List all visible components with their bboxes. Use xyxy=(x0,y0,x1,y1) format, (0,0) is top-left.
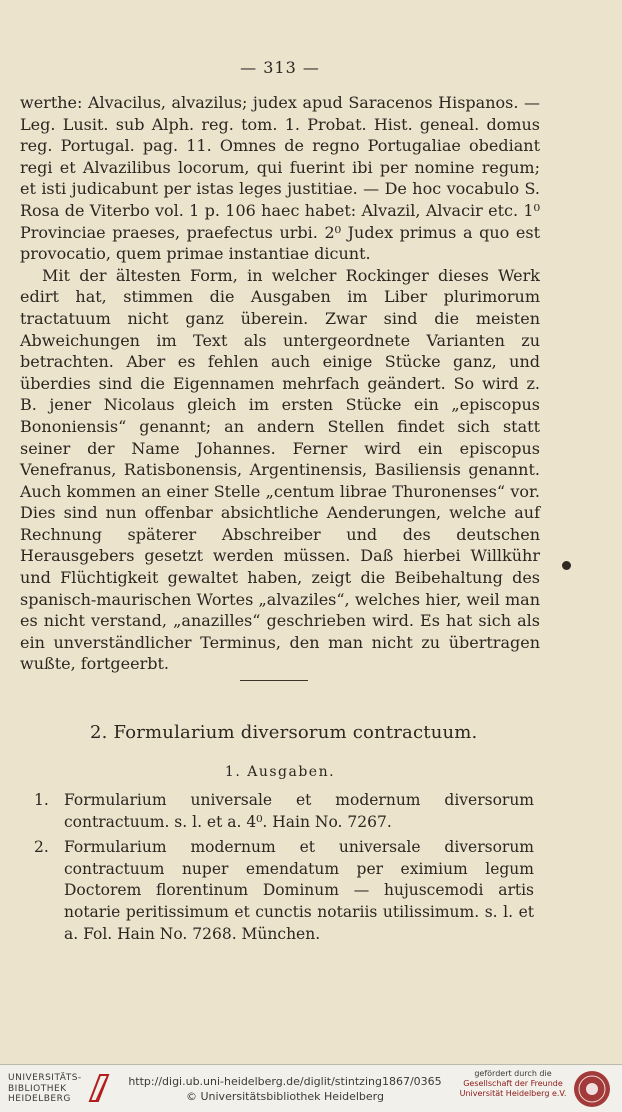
entry-number: 1. xyxy=(34,791,49,809)
university-seal-icon xyxy=(572,1069,612,1109)
section-divider xyxy=(240,680,308,681)
section-title: 2. Formularium diversorum contractuum. xyxy=(90,722,478,743)
body-text xyxy=(20,92,540,675)
bibliography-entries xyxy=(34,790,534,949)
paragraph-main: Mit der ältesten Form, in welcher Rockinger dieses Werk edirt hat, stimmen die Ausgaben im Liber plurimorum tractatuum nicht ganz überein. Zwar sind die meisten Abweichungen im Text als untergeordnete Varianten zu betrachten. Aber es fehlen auch einige Stücke ganz, und überdies sind die Eigennamen mehrfach geändert. So wird z. B. jener Nicolaus gleich im ersten Stücke ein „episcopus Bononiensis“ genannt; an andern Stellen findet sich statt seiner der Name Johannes. Ferner wird ein episcopus Venefranus, Ratisbonensis, Argentinensis, Basiliensis genannt. Auch kommen an einer Stelle „centum librae Thuronenses“ vor. Dies sind nun offenbar absichtliche Aenderungen, welche auf Rechnung späterer Abschreiber und des deutschen Herausgebers gesetzt werden müssen. Daß hierbei Willkühr und Flüchtigkeit gewaltet haben, zeigt die Beibehaltung des spanisch-maurischen Wortes „alvaziles“, welches hier, weil man es nicht verstand, „anazilles“ geschrieben wird. Es hat sich als ein unverständlicher Terminus, den man nicht zu übertragen wußte, fortgeerbt. xyxy=(20,265,540,674)
page-number: — 313 — xyxy=(240,58,320,77)
subsection-title: 1. Ausgaben. xyxy=(224,764,336,780)
permalink-url[interactable]: http://digi.ub.uni-heidelberg.de/diglit/stintzing1867/0365 xyxy=(128,1075,442,1088)
footer-links xyxy=(120,1074,450,1104)
bibliography-entry xyxy=(34,837,534,945)
paragraph-latin-note: werthe: Alvacilus, alvazilus; judex apud Saracenos Hispanos. — Leg. Lusit. sub Alph. reg. tom. 1. Probat. Hist. geneal. domus reg. Portugal. pag. 11. Omnes de regno Portugaliae obediant regi et Alvazilibus locorum, qui fuerint ibi per nomine regum; et isti judicabunt per istas leges justitiae. — De hoc vocabulo S. Rosa de Viterbo vol. 1 p. 106 haec habet: Alvazil, Alvacir etc. 1⁰ Provinciae praeses, praefectus urbi. 2⁰ Judex primus a quo est provocatio, quem primae instantiae dicunt. xyxy=(20,93,540,264)
footer-bar xyxy=(0,1064,622,1112)
entry-text: Formularium modernum et universale diversorum contractuum nuper emendatum per eximium legum Doctorem florentinum Dominum — hujuscemodi artis notarie peritissimum et cunctis notariis utilissimum. s. l. et a. Fol. Hain No. 7268. München. xyxy=(64,838,534,943)
entry-text: Formularium universale et modernum diversorum contractuum. s. l. et a. 4⁰. Hain No. 7267. xyxy=(64,791,534,831)
ink-spot xyxy=(562,561,571,570)
library-name: UNIVERSITÄTS- BIBLIOTHEK HEIDELBERG xyxy=(8,1073,82,1104)
sponsor-note: gefördert durch die Gesellschaft der Freunde Universität Heidelberg e.V. xyxy=(459,1069,567,1098)
library-logo-icon xyxy=(86,1071,112,1105)
entry-number: 2. xyxy=(34,838,49,857)
copyright-text: © Universitätsbibliothek Heidelberg xyxy=(185,1090,384,1103)
bibliography-entry xyxy=(34,790,534,833)
